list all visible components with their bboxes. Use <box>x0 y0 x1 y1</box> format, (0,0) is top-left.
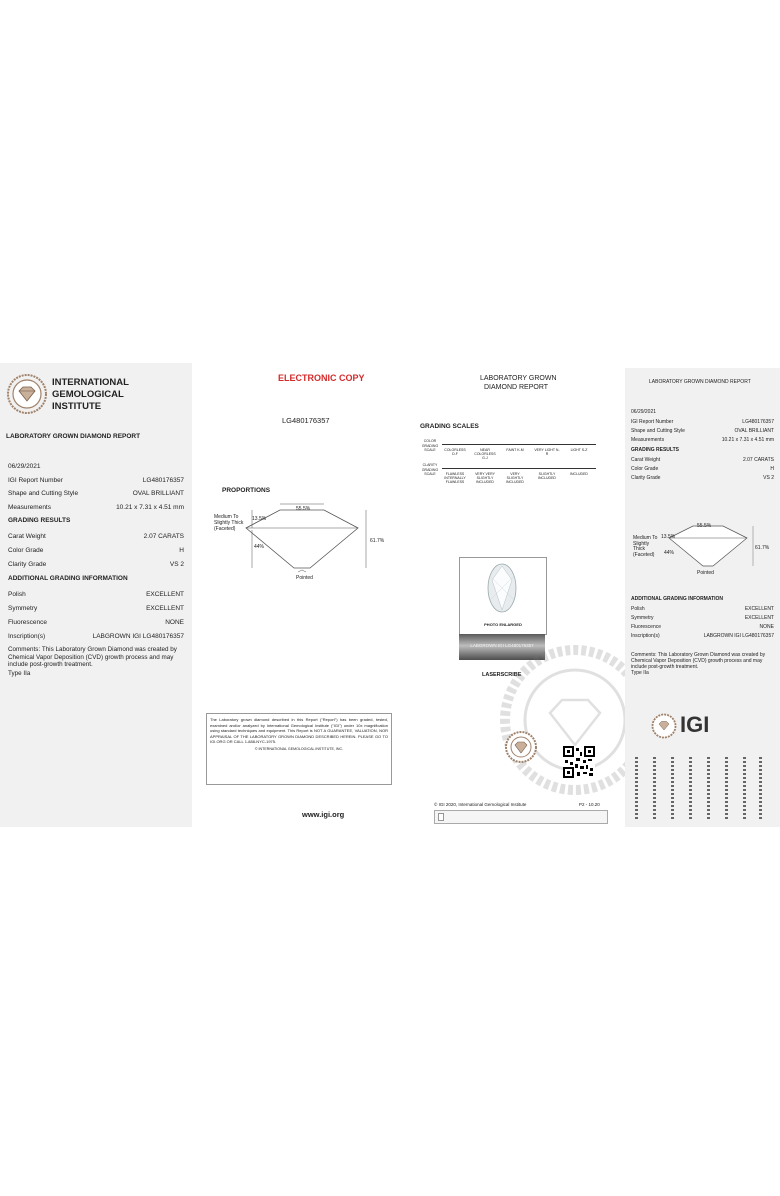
disclaimer-box <box>206 713 392 785</box>
clarity-scale-cell: VERY SLIGHTLY INCLUDED <box>506 472 524 484</box>
report-date: 06/29/2021 <box>8 463 41 470</box>
additional-row <box>8 591 184 598</box>
igi-seal-icon <box>651 713 677 739</box>
right-culet-description: Pointed <box>697 570 714 576</box>
right-report-title: LABORATORY GROWN DIAMOND REPORT <box>649 379 751 385</box>
detail-row <box>8 504 184 511</box>
color-scale-label: COLOR GRADING SCALE <box>421 439 439 452</box>
row-value: OVAL BRILLIANT <box>734 428 774 434</box>
detail-row <box>631 419 774 425</box>
igi-seal-icon <box>6 373 48 415</box>
additional-heading: ADDITIONAL GRADING INFORMATION <box>8 575 128 582</box>
right-girdle-description: Medium To Slightly Thick (Faceted) <box>633 535 658 558</box>
electronic-copy-label: ELECTRONIC COPY <box>278 373 365 383</box>
diamond-photo-frame <box>459 557 547 635</box>
clarity-scale-cell: FLAWLESS INTERNALLY FLAWLESS <box>444 472 466 484</box>
grading-scales-heading: GRADING SCALES <box>420 423 479 430</box>
color-scale-cell: NEAR COLORLESS G-J <box>474 448 496 460</box>
center-title-line2: DIAMOND REPORT <box>484 384 549 391</box>
row-value: VS 2 <box>763 475 774 481</box>
row-value: LABGROWN IGI LG480176357 <box>92 633 184 640</box>
row-label: IGI Report Number <box>8 477 63 484</box>
copyright-footer: © IGI 2020, International Gemological Institute <box>434 802 527 807</box>
grading-row <box>8 547 184 554</box>
website-link[interactable]: www.igi.org <box>302 810 345 819</box>
girdle-description: Medium To Slightly Thick (Faceted) <box>214 514 244 532</box>
right-report-date: 06/29/2021 <box>631 409 657 415</box>
report-number-header: LG480176357 <box>282 416 330 425</box>
row-label: Inscription(s) <box>631 633 660 639</box>
row-label: Polish <box>8 591 26 598</box>
document-icon <box>438 813 444 821</box>
laser-inscription-text: LABGROWN IGI LG480176357 <box>470 643 534 648</box>
right-comments-text: Comments: This Laboratory Grown Diamond was created by Chemical Vapor Deposition (CVD) growth process and may include post-growth treatment. <box>631 652 766 670</box>
row-value: VS 2 <box>169 561 184 568</box>
additional-row <box>8 619 184 626</box>
row-value: 10.21 x 7.31 x 4.51 mm <box>116 504 184 511</box>
form-number: P2 - 10.20 <box>579 802 600 807</box>
qr-code-icon[interactable] <box>563 746 595 778</box>
row-label: Carat Weight <box>631 457 661 463</box>
row-value: 2.07 CARATS <box>143 533 184 540</box>
right-crown-percentage: 13.5% <box>661 534 676 540</box>
row-value: NONE <box>759 624 774 630</box>
grading-row <box>8 561 184 568</box>
color-scale-cell: FAINT K-M <box>506 448 524 452</box>
laserscribe-label: LASERSCRIBE <box>482 672 522 678</box>
color-scale-cell: LIGHT S-Z <box>570 448 588 452</box>
row-value: EXCELLENT <box>744 606 774 612</box>
pavilion-percentage: 44% <box>254 544 265 550</box>
row-label: Shape and Cutting Style <box>8 490 79 497</box>
grading-row <box>8 533 184 540</box>
row-label: Measurements <box>631 437 665 443</box>
row-value: LG480176357 <box>742 419 774 425</box>
row-label: Clarity Grade <box>8 561 47 568</box>
row-label: IGI Report Number <box>631 419 674 425</box>
photo-caption: PHOTO ENLARGED <box>484 622 522 627</box>
row-label: Fluorescence <box>631 624 662 630</box>
row-value: H <box>770 466 774 472</box>
additional-row <box>631 606 774 612</box>
detail-row <box>631 437 774 443</box>
proportions-heading: PROPORTIONS <box>222 487 271 494</box>
right-depth-percentage: 61.7% <box>755 545 770 551</box>
grading-row <box>631 475 774 481</box>
rotated-mini-report <box>631 755 773 825</box>
grading-row <box>631 466 774 472</box>
clarity-scale-line <box>442 468 596 469</box>
row-value: 10.21 x 7.31 x 4.51 mm <box>721 437 774 443</box>
clarity-scale-cell: VERY VERY SLIGHTLY INCLUDED <box>475 472 495 484</box>
igi-seal-icon <box>504 730 538 764</box>
right-grading-results-heading: GRADING RESULTS <box>631 447 679 453</box>
row-label: Symmetry <box>8 605 38 612</box>
disclaimer-text: The Laboratory grown diamond described in this Report ("Report") has been graded, tested, examined and/or analyzed by International Gemological Institute ("IGI") under 10x magnification using standard techniques and equipment. This Report is NOT A GUARANTEE, VALUATION, NOR APPRAISAL OF THE LABORATORY GROWN DIAMOND DESCRIBED HEREIN. PLEASE GO TO IGI.ORG OR CALL 1-888-NYC-1975. <box>210 717 388 744</box>
row-label: Inscription(s) <box>8 633 46 640</box>
row-value: LG480176357 <box>142 477 184 484</box>
depth-percentage: 61.7% <box>370 538 385 544</box>
row-value: LABGROWN IGI LG480176357 <box>703 633 774 639</box>
comments-text: Comments: This Laboratory Grown Diamond was created by Chemical Vapor Deposition (CVD) growth process and may include post-growth treatment. <box>8 646 177 668</box>
row-label: Clarity Grade <box>631 475 661 481</box>
row-label: Shape and Cutting Style <box>631 428 685 434</box>
grading-results-heading: GRADING RESULTS <box>8 517 71 524</box>
row-value: H <box>179 547 184 554</box>
detail-row <box>631 428 774 434</box>
row-value: EXCELLENT <box>744 615 774 621</box>
clarity-scale-cell: SLIGHTLY INCLUDED <box>538 472 556 480</box>
color-scale-line <box>442 444 596 445</box>
additional-row <box>8 605 184 612</box>
oval-diamond-photo <box>460 558 544 622</box>
right-table-percentage: 55.5% <box>697 523 712 529</box>
additional-row <box>631 633 774 639</box>
disclaimer-copyright: © INTERNATIONAL GEMOLOGICAL INSTITUTE, INC. <box>254 746 344 751</box>
right-stone-type: Type IIa <box>631 670 649 676</box>
grading-row <box>631 457 774 463</box>
stone-type: Type IIa <box>8 670 31 677</box>
additional-row <box>8 633 184 640</box>
bottom-strip <box>434 810 608 824</box>
org-name-line2: GEMOLOGICAL <box>52 389 124 400</box>
org-name-line1: INTERNATIONAL <box>52 377 129 388</box>
right-additional-heading: ADDITIONAL GRADING INFORMATION <box>631 596 724 602</box>
report-title: LABORATORY GROWN DIAMOND REPORT <box>6 433 141 440</box>
detail-row <box>8 477 184 484</box>
color-scale-cell: VERY LIGHT N-R <box>534 448 560 456</box>
crown-percentage: 13.5% <box>252 516 267 522</box>
row-value: OVAL BRILLIANT <box>132 490 184 497</box>
org-name-line3: INSTITUTE <box>52 401 102 412</box>
row-value: NONE <box>165 619 184 626</box>
right-report-panel <box>625 368 780 827</box>
culet-description: Pointed <box>296 575 313 581</box>
additional-row <box>631 624 774 630</box>
additional-row <box>631 615 774 621</box>
row-label: Color Grade <box>8 547 44 554</box>
row-label: Fluorescence <box>8 619 48 626</box>
row-label: Measurements <box>8 504 51 511</box>
row-value: EXCELLENT <box>146 605 184 612</box>
row-label: Symmetry <box>631 615 654 621</box>
table-percentage: 55.5% <box>296 506 311 512</box>
row-label: Carat Weight <box>8 533 46 540</box>
clarity-scale-cell: INCLUDED <box>570 472 588 476</box>
center-title-line1: LABORATORY GROWN <box>480 375 557 382</box>
row-label: Polish <box>631 606 645 612</box>
color-scale-cell: COLORLESS D-F <box>444 448 466 456</box>
right-pavilion-percentage: 44% <box>664 550 675 556</box>
detail-row <box>8 490 184 497</box>
row-value: 2.07 CARATS <box>742 457 774 463</box>
clarity-scale-label: CLARITY GRADING SCALE <box>421 463 439 476</box>
row-label: Color Grade <box>631 466 659 472</box>
row-value: EXCELLENT <box>146 591 184 598</box>
igi-brand-logo: IGI <box>680 712 710 737</box>
left-report-panel <box>0 363 192 827</box>
